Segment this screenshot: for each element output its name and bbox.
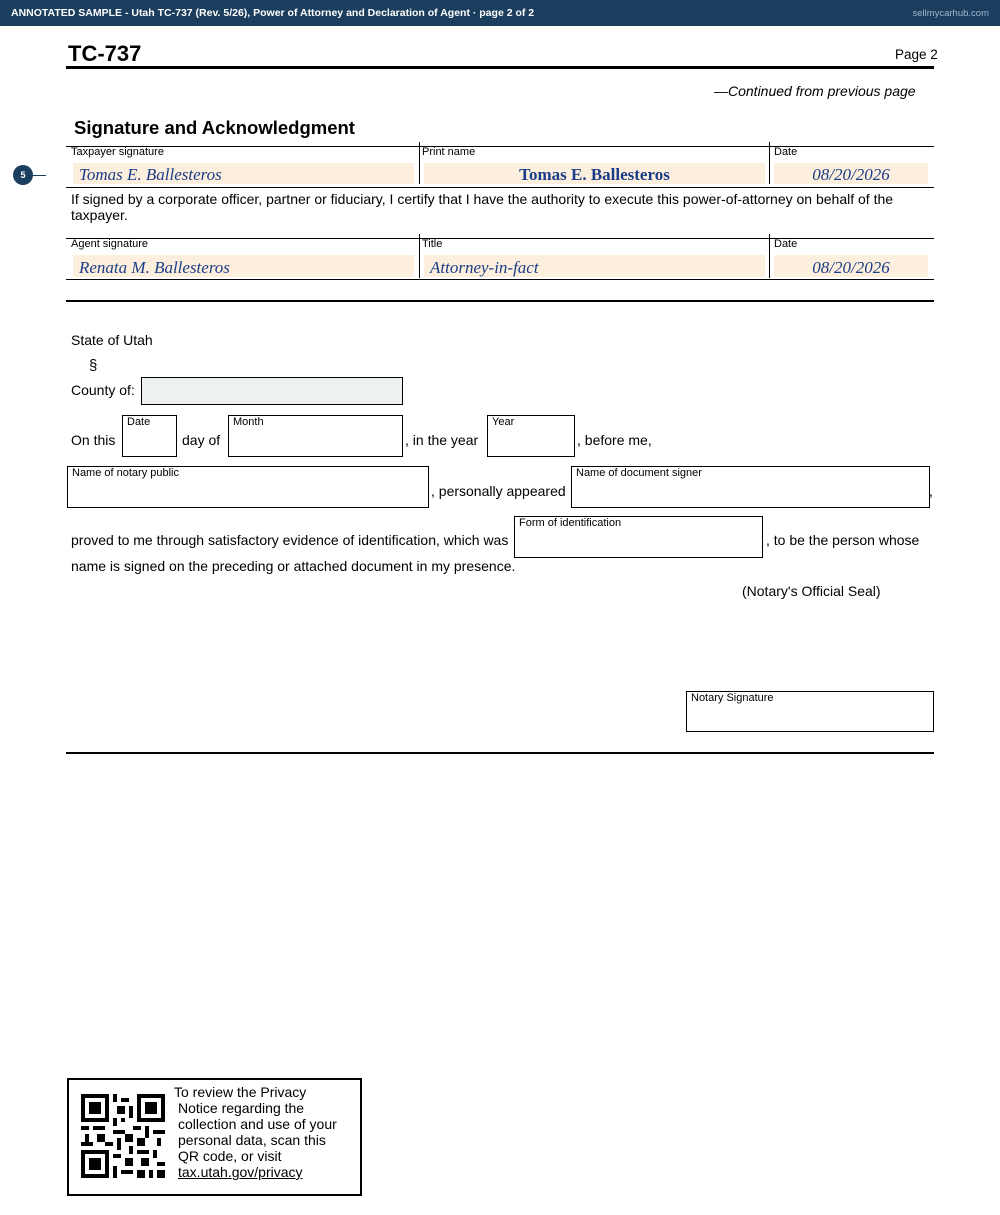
agent-title-value: Attorney-in-fact <box>430 258 539 277</box>
privacy-line-2: Notice regarding the <box>178 1100 305 1116</box>
agent-signature-field[interactable] <box>73 255 414 277</box>
agent-row-bottom-rule <box>66 279 934 280</box>
document-signer-label: Name of document signer <box>576 467 702 479</box>
agent-divider-2 <box>769 234 770 278</box>
banner-site-link[interactable]: sellmycarhub.com <box>912 8 989 19</box>
privacy-line-3: collection and use of your <box>178 1116 337 1132</box>
taxpayer-date-value: 08/20/2026 <box>812 165 890 184</box>
notary-signature-label: Notary Signature <box>691 692 774 704</box>
print-name-field[interactable] <box>424 163 765 184</box>
agent-row-top-rule <box>66 238 934 239</box>
callout-marker: 5 <box>13 165 33 185</box>
notary-date-input[interactable] <box>122 415 177 457</box>
agent-title-field[interactable] <box>424 255 765 277</box>
notary-signature-input[interactable] <box>686 691 934 732</box>
proved-text: proved to me through satisfactory evidence of identification, which was <box>71 532 509 548</box>
agent-divider-1 <box>419 234 420 278</box>
before-me-text: , before me, <box>577 432 652 448</box>
taxpayer-signature-value: Tomas E. Ballesteros <box>79 165 222 184</box>
notary-name-input[interactable] <box>67 466 429 508</box>
section-symbol: § <box>89 357 98 374</box>
privacy-link[interactable]: tax.utah.gov/privacy <box>178 1164 303 1180</box>
page-number: Page 2 <box>895 47 938 62</box>
form-id: TC-737 <box>68 41 142 66</box>
notary-month-input[interactable] <box>228 415 403 457</box>
taxpayer-divider-2 <box>769 142 770 184</box>
print-name-label: Print name <box>422 146 476 158</box>
signer-comma: , <box>929 483 933 499</box>
agent-signature-label: Agent signature <box>71 238 149 250</box>
notary-state: State of Utah <box>71 332 153 348</box>
banner-title: ANNOTATED SAMPLE - Utah TC-737 (Rev. 5/26), Power of Attorney and Declaration of Agent · page 2 of 2 <box>11 7 535 19</box>
qr-code-icon <box>81 1094 165 1178</box>
document-signer-input[interactable] <box>571 466 930 508</box>
privacy-line-5: QR code, or visit <box>178 1148 282 1164</box>
taxpayer-divider-1 <box>419 142 420 184</box>
notary-bottom-rule <box>66 752 934 754</box>
privacy-line-4: personal data, scan this <box>178 1132 326 1148</box>
agent-signature-value: Renata M. Ballesteros <box>79 258 230 277</box>
notary-seal-text: (Notary's Official Seal) <box>742 583 881 599</box>
identification-label: Form of identification <box>519 517 622 529</box>
personally-appeared-text: , personally appeared <box>431 483 566 499</box>
notary-month-label: Month <box>233 416 264 428</box>
agent-date-value: 08/20/2026 <box>812 258 890 277</box>
agent-date-label: Date <box>774 238 798 250</box>
name-signed-text: name is signed on the preceding or attached document in my presence. <box>71 558 516 574</box>
notary-year-label: Year <box>492 416 515 428</box>
taxpayer-signature-label: Taxpayer signature <box>71 146 164 158</box>
print-name-value: Tomas E. Ballesteros <box>519 165 670 184</box>
notary-date-label: Date <box>127 416 151 428</box>
person-whose-text: , to be the person whose <box>766 532 920 548</box>
county-label: County of: <box>71 382 135 398</box>
privacy-line-1: To review the Privacy <box>174 1084 307 1100</box>
taxpayer-signature-field[interactable] <box>73 163 414 184</box>
callout-leader <box>33 175 46 176</box>
taxpayer-row-bottom-rule <box>66 187 934 188</box>
agent-date-field[interactable] <box>774 255 928 277</box>
taxpayer-date-label: Date <box>774 146 798 158</box>
privacy-notice-text <box>174 1084 337 1180</box>
in-the-year-text: , in the year <box>405 432 479 448</box>
section-title: Signature and Acknowledgment <box>74 117 355 138</box>
continued-note: —Continued from previous page <box>714 83 916 99</box>
identification-input[interactable] <box>514 516 763 558</box>
notary-name-label: Name of notary public <box>72 467 179 479</box>
notary-year-input[interactable] <box>487 415 575 457</box>
day-of-text: day of <box>182 432 221 448</box>
agent-title-label: Title <box>422 238 443 250</box>
notary-top-rule <box>66 300 934 302</box>
county-input[interactable] <box>141 377 403 405</box>
header-rule <box>66 66 934 69</box>
taxpayer-row-top-rule <box>66 146 934 147</box>
on-this-text: On this <box>71 432 116 448</box>
certification-text: If signed by a corporate officer, partner or fiduciary, I certify that I have the authority to execute this power-of-attorney on behalf of the taxpayer. <box>71 191 894 223</box>
taxpayer-date-field[interactable] <box>774 163 928 184</box>
